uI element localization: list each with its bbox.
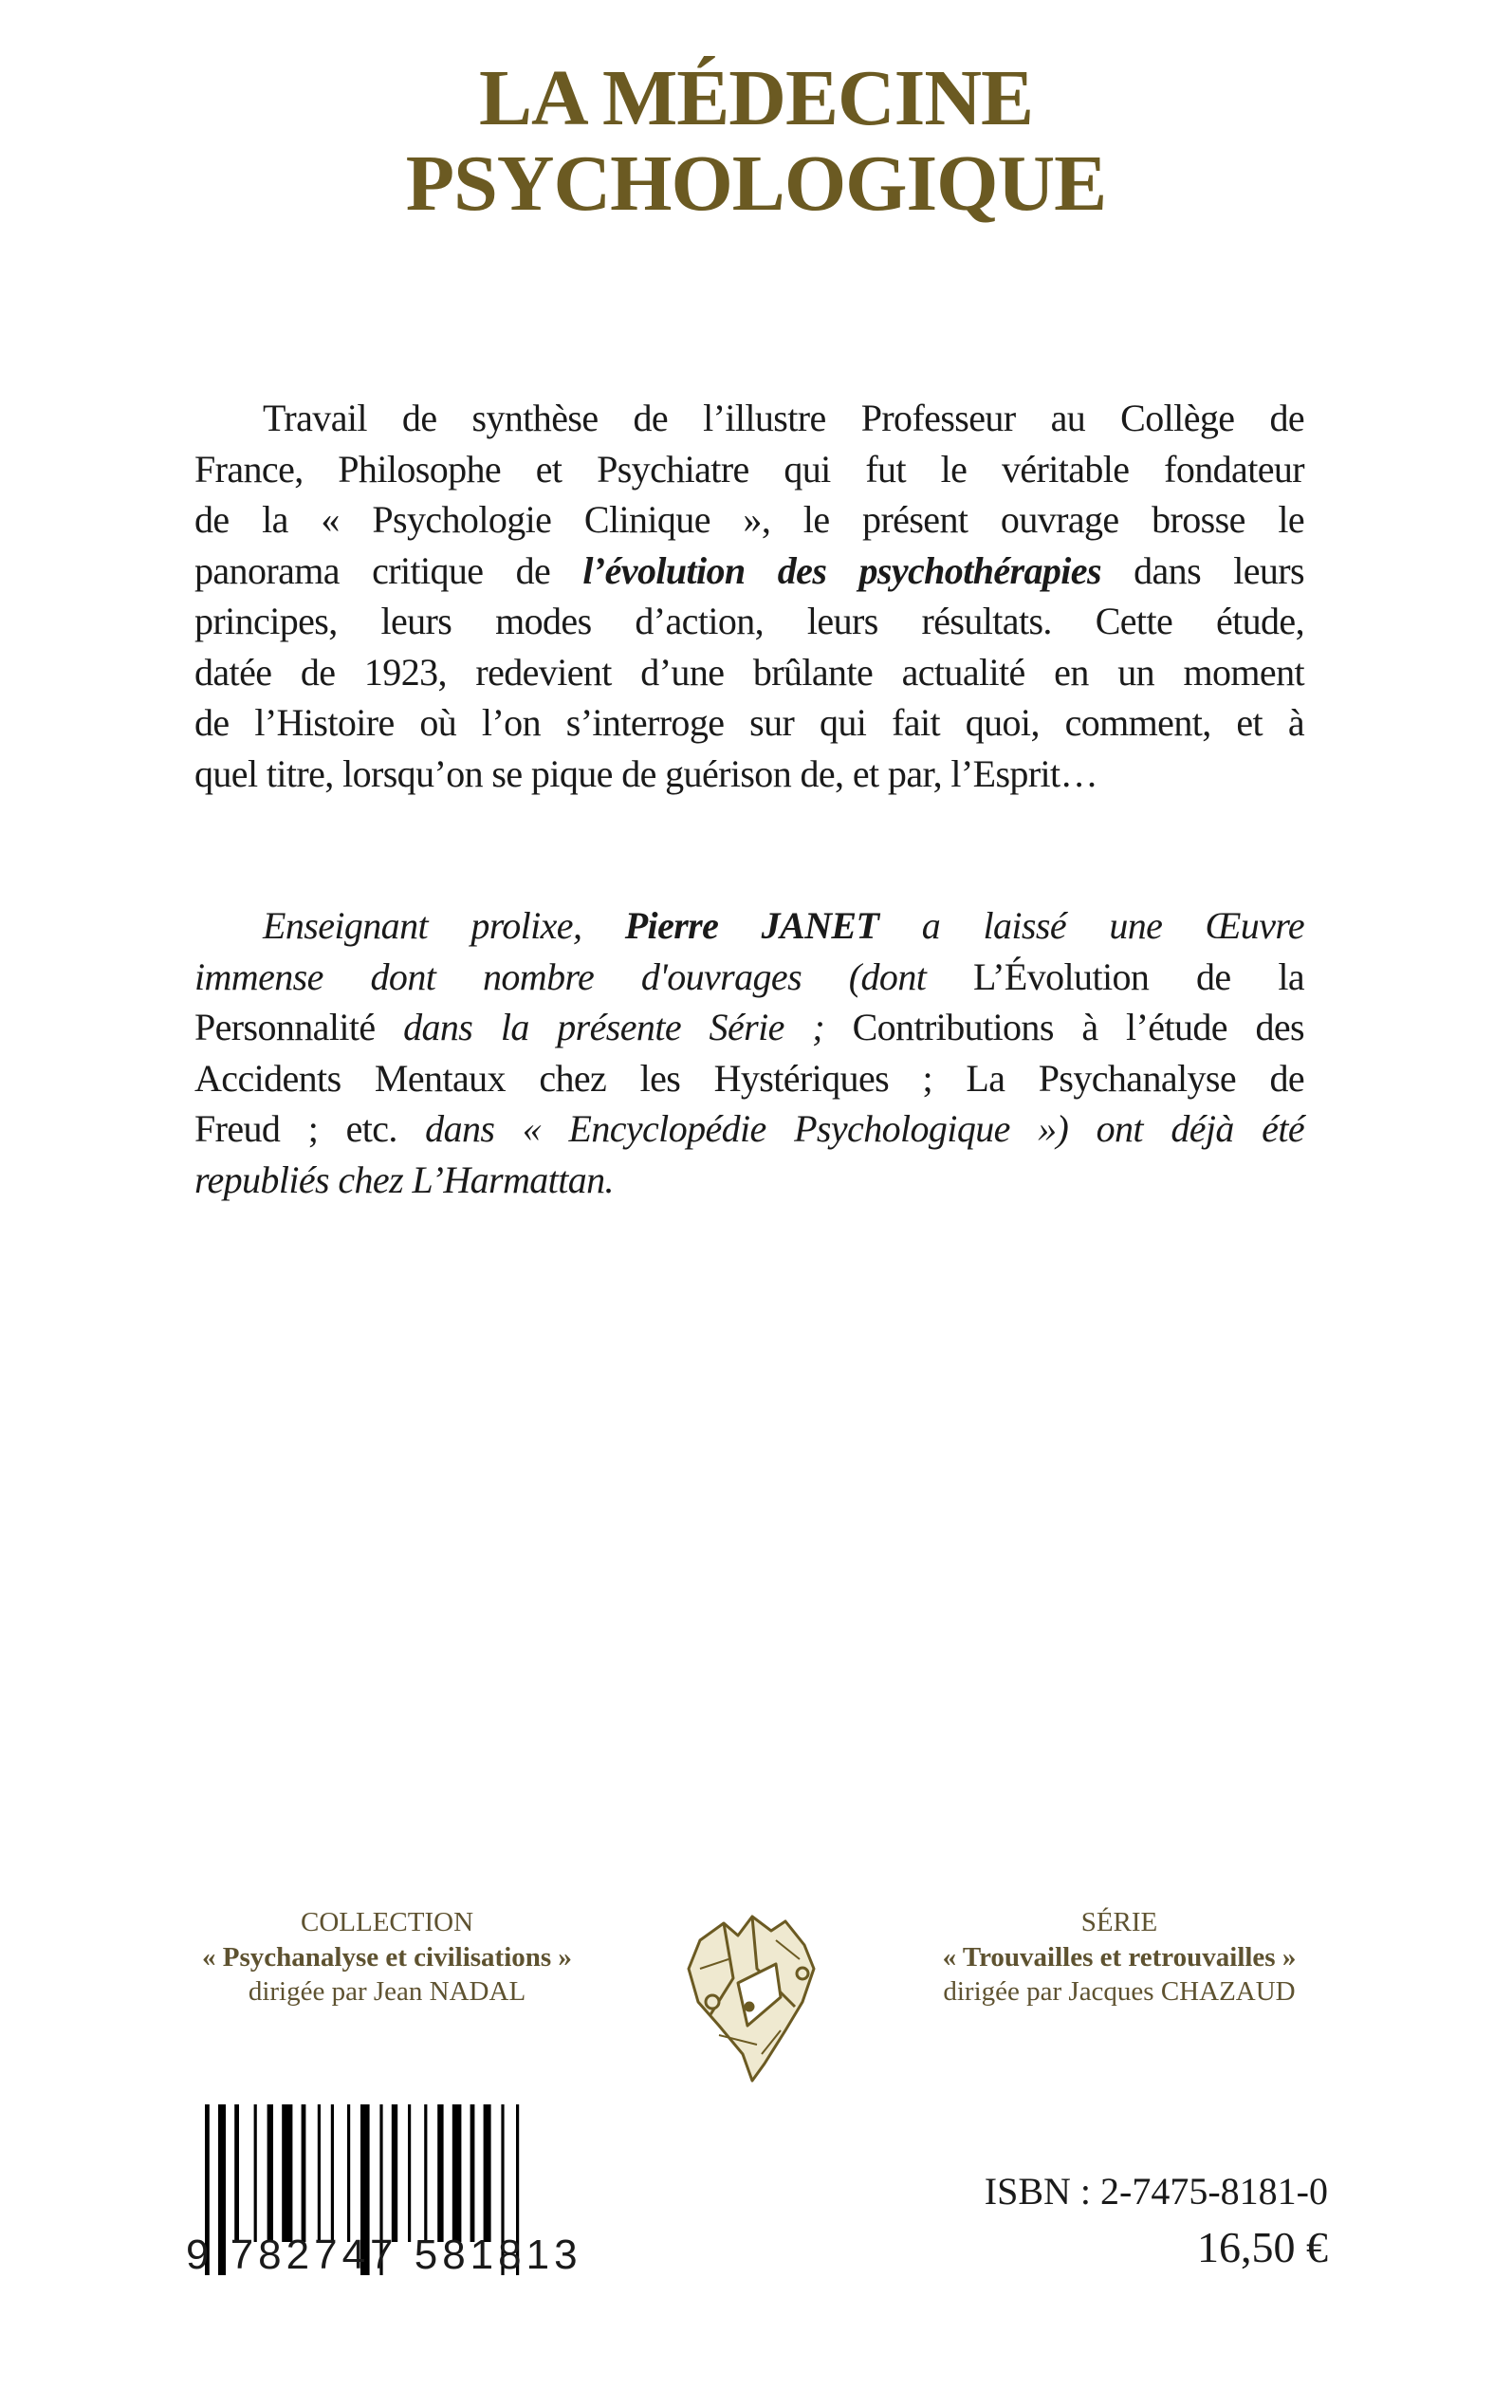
- serie-label: SÉRIE: [1080, 1907, 1158, 1937]
- barcode-bar: [267, 2104, 273, 2242]
- barcode-bar: [392, 2104, 397, 2242]
- text-line: [194, 900, 1304, 952]
- text-line: [194, 1155, 1304, 1206]
- barcode-bar: [347, 2104, 350, 2242]
- text-segment: Personnalité: [194, 1006, 404, 1048]
- barcode-bar: [254, 2104, 257, 2242]
- text-segment: immense dont nombre d'ouvrages (dont: [194, 954, 974, 998]
- text-line: [194, 697, 1304, 749]
- text-line: [194, 494, 1304, 546]
- text-line: [194, 952, 1304, 1003]
- text-segment: dans « Encyclopédie Psychologique ») ont déjà été: [425, 1107, 1304, 1150]
- barcode-bar: [484, 2104, 491, 2242]
- publisher-emblem-icon: [681, 1912, 823, 2083]
- text-line: [194, 444, 1304, 495]
- text-segment: Pierre JANET: [624, 904, 879, 947]
- text-segment: principes, leurs modes d’action, leurs résultats. Cette étude,: [194, 600, 1304, 642]
- barcode-digits: 9 782747 581813: [186, 2232, 582, 2278]
- text-segment: dans la présente Série ;: [403, 1006, 825, 1048]
- serie-director: dirigée par Jacques CHAZAUD: [943, 1976, 1296, 2007]
- barcode-bar: [234, 2104, 239, 2242]
- text-line: [194, 1103, 1304, 1155]
- text-segment: Travail de synthèse de l’illustre Professeur au Collège de: [263, 397, 1304, 439]
- barcode-bar: [424, 2104, 427, 2242]
- barcode-bar: [282, 2104, 292, 2242]
- text-line: [194, 393, 1304, 444]
- serie-block: [882, 1905, 1356, 2010]
- text-segment: Contributions à l’étude des: [824, 1006, 1304, 1048]
- barcode-bar: [437, 2104, 443, 2242]
- serie-name: « Trouvailles et retrouvailles »: [942, 1941, 1297, 1973]
- synopsis-paragraph: [194, 393, 1304, 799]
- text-line: [194, 546, 1304, 597]
- price: 16,50 €: [1197, 2223, 1328, 2271]
- text-segment: l’évolution des psychothérapies: [582, 548, 1101, 592]
- text-line: [194, 596, 1304, 647]
- author-paragraph: [194, 900, 1304, 1205]
- text-segment: datée de 1923, redevient d’une brûlante actualité en un moment: [194, 650, 1304, 694]
- barcode-bar: [408, 2104, 411, 2242]
- text-segment: Enseignant prolixe,: [263, 904, 625, 947]
- text-segment: dans leurs: [1100, 548, 1304, 592]
- text-segment: a laissé une Œuvre: [878, 904, 1304, 947]
- text-line: [194, 1053, 1304, 1104]
- isbn: ISBN : 2-7475-8181-0: [984, 2170, 1328, 2213]
- text-segment: L’Évolution de la: [973, 954, 1305, 998]
- text-segment: France, Philosophe et Psychiatre qui fut le véritable fondateur: [194, 447, 1304, 491]
- collection-director: dirigée par Jean NADAL: [248, 1976, 526, 2007]
- text-line: [194, 647, 1304, 698]
- text-segment: Accidents Mentaux chez les Hystériques ; La Psychanalyse de: [194, 1056, 1304, 1100]
- book-title-line-2: PSYCHOLOGIQUE: [405, 139, 1107, 228]
- text-segment: de la « Psychologie Clinique », le présent ouvrage brosse le: [194, 498, 1304, 541]
- text-line: [194, 1002, 1304, 1053]
- collection-name: « Psychanalyse et civilisations »: [202, 1941, 572, 1973]
- barcode-bar: [331, 2104, 334, 2242]
- collection-label: COLLECTION: [300, 1907, 474, 1937]
- text-line: [194, 749, 1304, 800]
- barcode-bar: [470, 2104, 475, 2242]
- barcode-bar: [302, 2104, 306, 2242]
- text-segment: republiés chez L’Harmattan.: [194, 1158, 614, 1201]
- book-title-line-1: LA MÉDECINE: [478, 54, 1034, 142]
- text-segment: Freud ; etc.: [194, 1107, 426, 1150]
- text-segment: de l’Histoire où l’on s’interroge sur qui fait quoi, comment, et à: [194, 701, 1304, 744]
- barcode-bar: [452, 2104, 462, 2242]
- collection-block: [150, 1905, 624, 2010]
- text-segment: quel titre, lorsqu’on se pique de guérison de, et par, l’Esprit…: [194, 751, 1097, 795]
- text-segment: panorama critique de: [194, 548, 583, 592]
- barcode-bar: [318, 2104, 321, 2242]
